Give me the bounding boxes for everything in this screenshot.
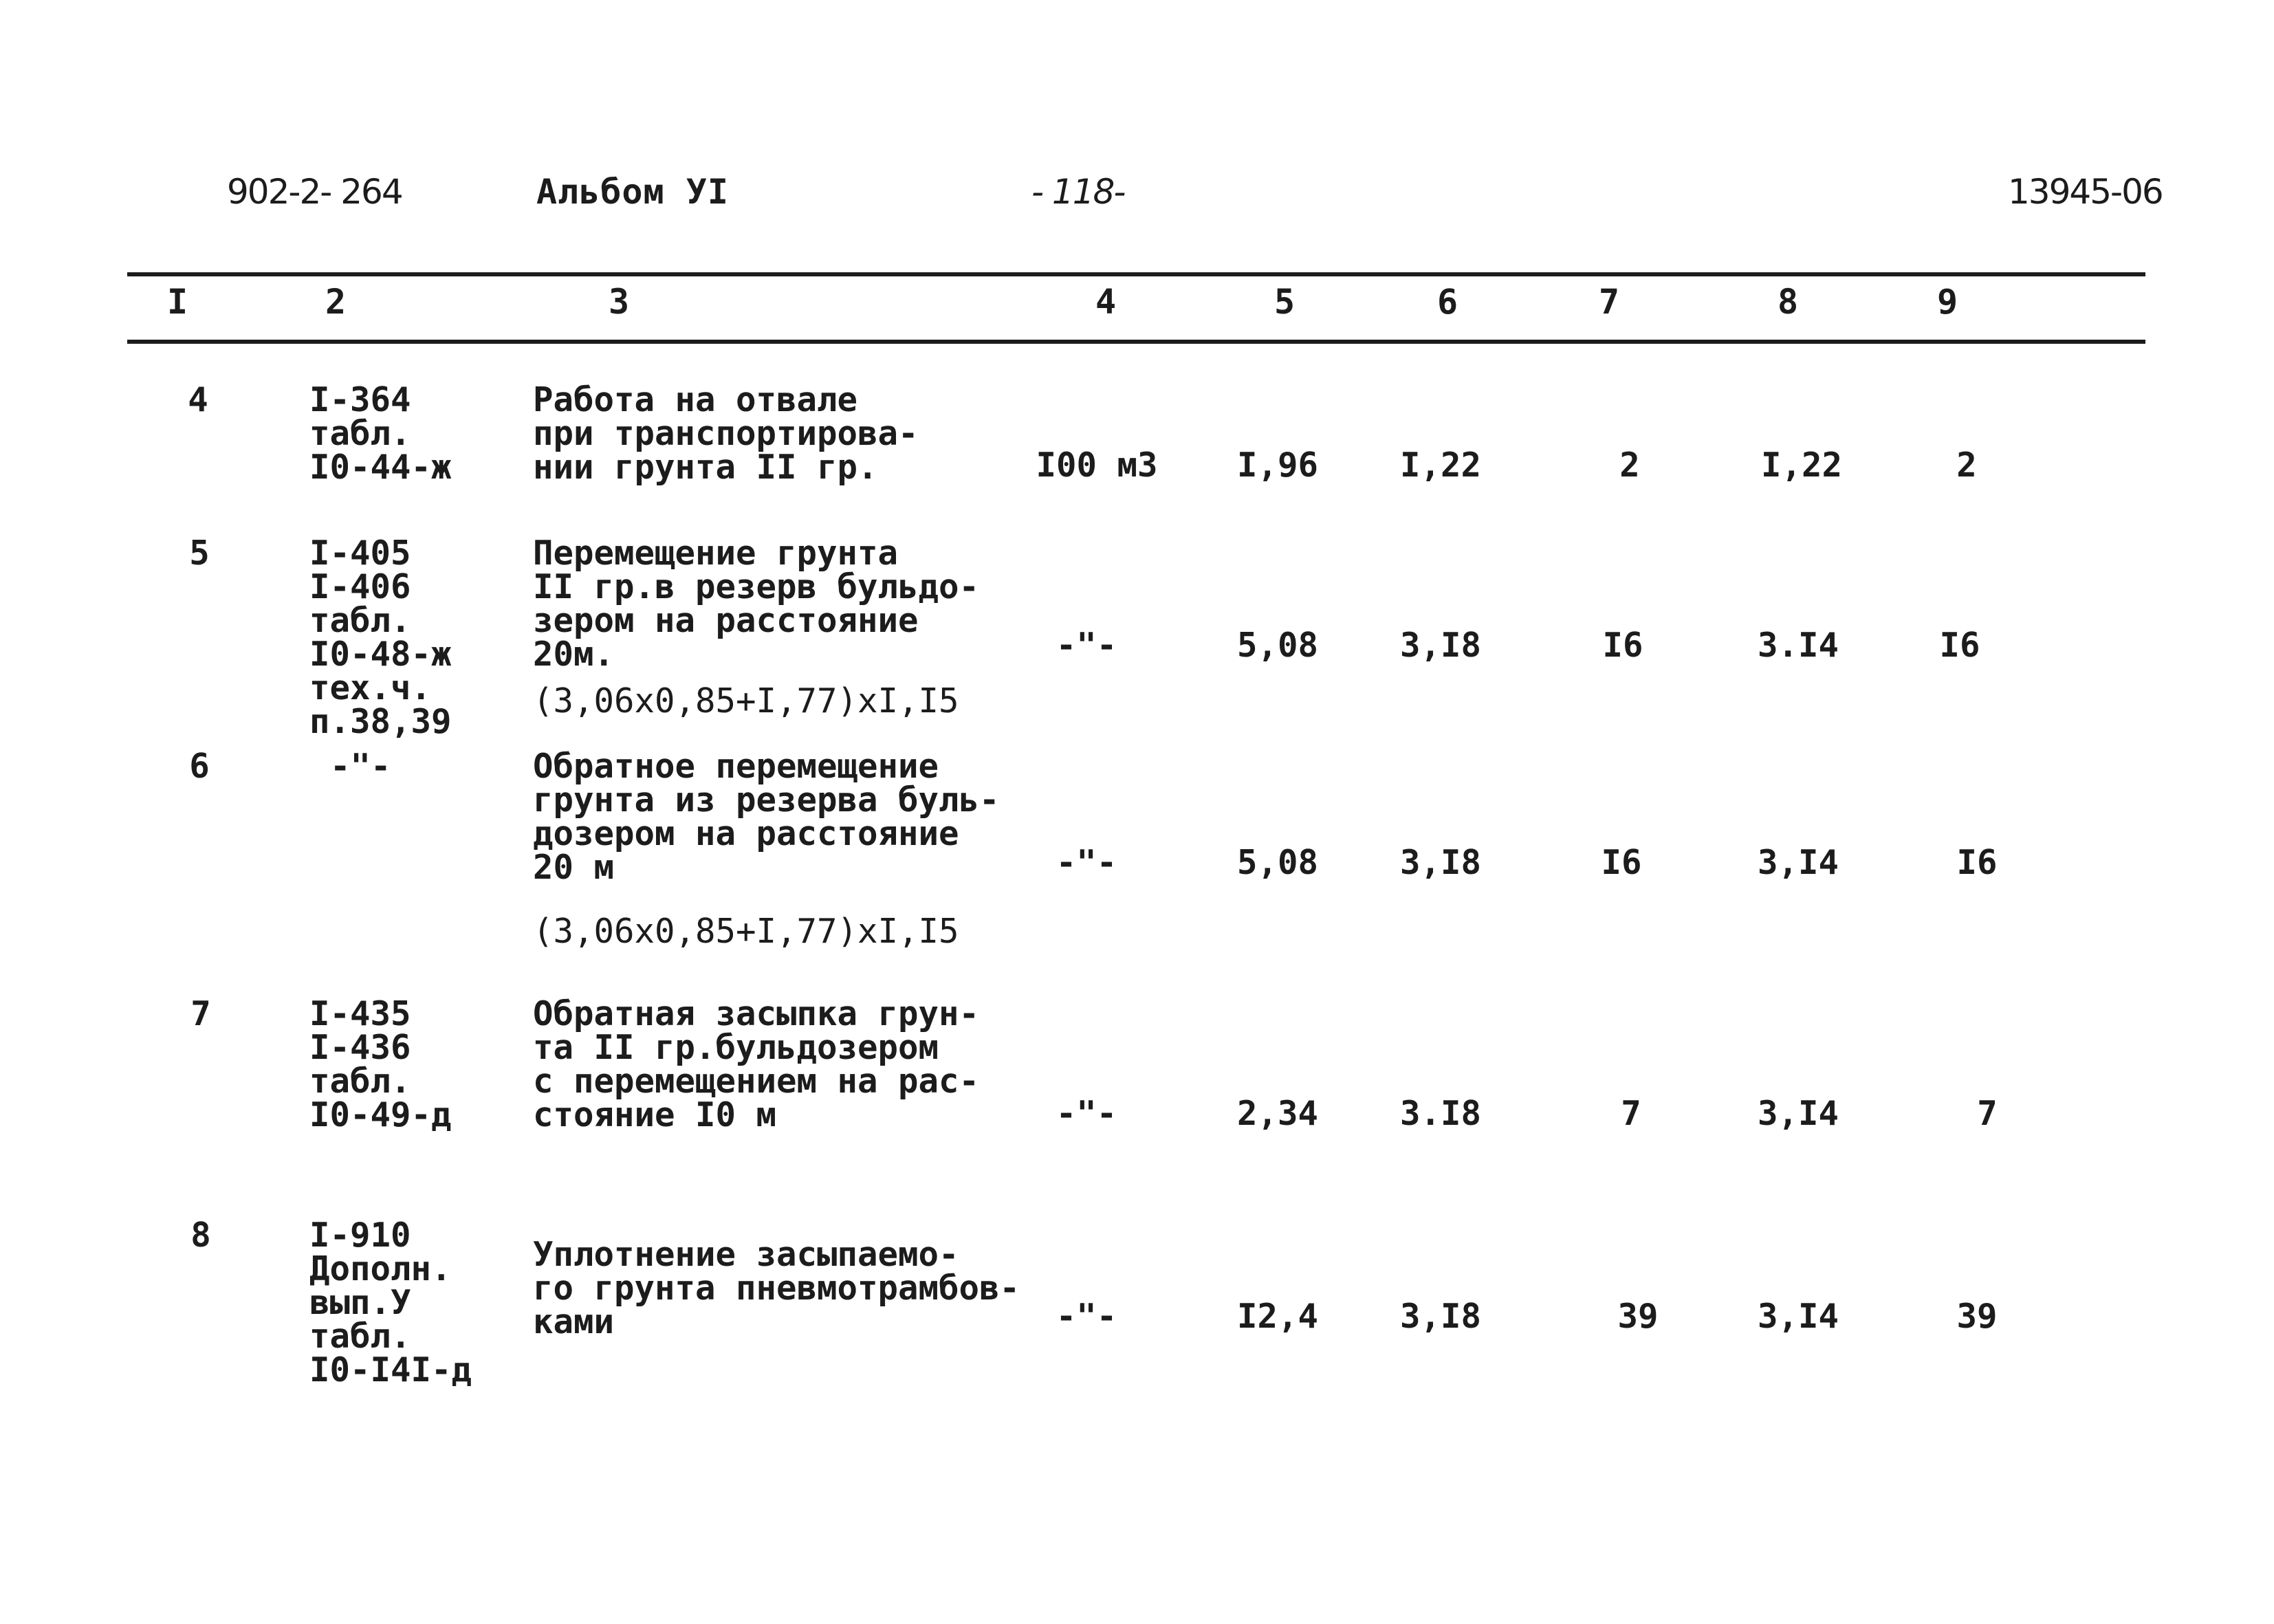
row-description: Обратное перемещение грунта из резерва буль- дозером на расстояние 20 м xyxy=(533,747,1000,887)
row-unit: -"- xyxy=(1056,1094,1117,1133)
column-header-8: 8 xyxy=(1777,282,1799,322)
row-reference: I-364 табл. I0-44-ж xyxy=(309,380,452,487)
row-reference: I-405 I-406 табл. I0-48-ж тех.ч. п.38,39 xyxy=(309,534,452,741)
row-col6: 3,I8 xyxy=(1399,1297,1482,1336)
row-col9: 2 xyxy=(1956,446,1977,485)
row-description: Работа на отвале при транспортирова- нии грунта II гр. xyxy=(533,380,919,487)
row-description: Обратная засыпка грун- та II гр.бульдозером с перемещением на рас- стояние I0 м xyxy=(533,994,980,1134)
row-col7: I6 xyxy=(1602,626,1643,665)
row-number: 5 xyxy=(189,534,210,573)
column-header-7: 7 xyxy=(1598,282,1620,322)
inventory-number: 13945-06 xyxy=(2008,172,2163,212)
column-header-6: 6 xyxy=(1436,282,1458,322)
row-col9: 7 xyxy=(1977,1094,1998,1133)
row-col5: I,96 xyxy=(1236,446,1319,485)
column-header-5: 5 xyxy=(1273,282,1295,322)
row-col6: I,22 xyxy=(1399,446,1482,485)
row-col9: I6 xyxy=(1956,843,1998,882)
row-col6: 3.I8 xyxy=(1399,1094,1482,1133)
row-unit: -"- xyxy=(1056,1297,1117,1336)
row-formula: (3,06x0,85+I,77)xI,I5 xyxy=(533,681,959,721)
column-header-9: 9 xyxy=(1936,282,1958,322)
row-number: 8 xyxy=(190,1216,211,1255)
row-col5: 2,34 xyxy=(1236,1094,1319,1133)
row-unit: I00 м3 xyxy=(1036,446,1158,485)
table-top-rule xyxy=(127,272,2145,276)
row-reference: I-910 Дополн. вып.У табл. I0-I4I-д xyxy=(309,1216,472,1390)
row-col5: 5,08 xyxy=(1236,843,1319,882)
row-col9: I6 xyxy=(1939,626,1980,665)
row-col5: I2,4 xyxy=(1236,1297,1319,1336)
row-col8: 3,I4 xyxy=(1757,1297,1839,1336)
row-col5: 5,08 xyxy=(1236,626,1319,665)
row-col7: 7 xyxy=(1621,1094,1641,1133)
document-code: 902-2- 264 xyxy=(227,172,402,212)
row-description: Перемещение грунта II гр.в резерв бульдо- зером на расстояние 20м. xyxy=(533,534,980,674)
row-unit: -"- xyxy=(1056,843,1117,882)
page-number: - 118- xyxy=(1031,172,1125,212)
row-unit: -"- xyxy=(1056,626,1117,665)
row-col8: I,22 xyxy=(1760,446,1843,485)
column-header-2: 2 xyxy=(325,282,347,322)
row-col7: 39 xyxy=(1617,1297,1659,1336)
row-col7: 2 xyxy=(1619,446,1640,485)
row-description: Уплотнение засыпаемо- го грунта пневмотрамбов- ками xyxy=(533,1235,1020,1341)
row-col8: 3,I4 xyxy=(1757,843,1839,882)
table-header-rule xyxy=(127,340,2145,344)
row-col7: I6 xyxy=(1601,843,1642,882)
row-col6: 3,I8 xyxy=(1399,626,1482,665)
row-number: 7 xyxy=(190,994,211,1033)
row-col8: 3.I4 xyxy=(1757,626,1839,665)
album-title: Альбом УI xyxy=(536,172,729,212)
row-number: 4 xyxy=(188,380,208,419)
row-col6: 3,I8 xyxy=(1399,843,1482,882)
column-header-1: I xyxy=(166,282,188,322)
row-col9: 39 xyxy=(1956,1297,1998,1336)
column-header-3: 3 xyxy=(608,282,630,322)
row-formula: (3,06x0,85+I,77)xI,I5 xyxy=(533,912,959,951)
row-reference: -"- xyxy=(330,747,391,786)
column-header-4: 4 xyxy=(1095,282,1117,322)
row-reference: I-435 I-436 табл. I0-49-д xyxy=(309,994,452,1134)
row-number: 6 xyxy=(189,747,210,786)
row-col8: 3,I4 xyxy=(1757,1094,1839,1133)
